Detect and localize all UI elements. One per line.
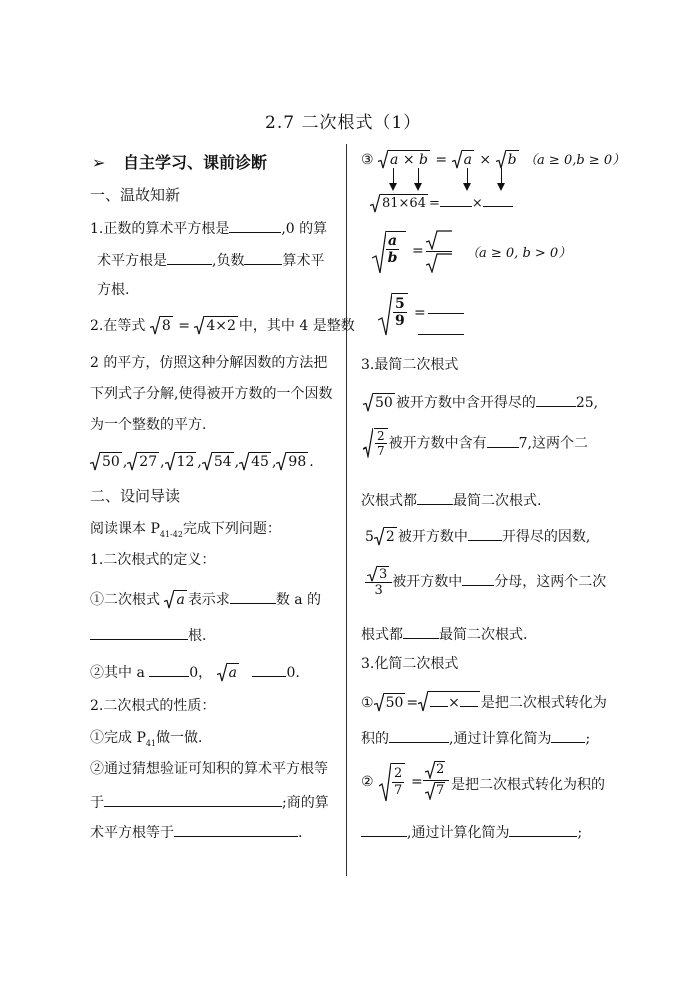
down-arrow-icon	[418, 168, 419, 184]
down-arrow-icon	[467, 168, 468, 184]
q1-line1: 1.正数的算术平方根是 ,0 的算	[90, 218, 327, 238]
prop-heading: 2.二次根式的性质：	[90, 698, 216, 714]
section-heading: ➢ 自主学习、课前诊断	[92, 153, 267, 172]
radical-item: 98	[276, 452, 308, 471]
rule3-example: 81×64 = ×	[370, 192, 513, 213]
radical-item: 54	[202, 452, 234, 471]
simplify-heading: 3.化简二次根式	[361, 656, 459, 672]
def2-line: ②其中 a 0， a 0.	[90, 662, 300, 682]
q1-line3: 方根.	[97, 282, 130, 298]
simplest-heading: 3.最简二次根式	[361, 357, 459, 373]
q2-line2: 2 的平方，仿照这种分解因数的方法把	[90, 355, 328, 371]
simplify-line1: ① 50 = × 是把二次根式转化为	[361, 691, 607, 712]
radical-item: 50	[90, 452, 122, 471]
radical-item: 27	[127, 452, 159, 471]
column-divider	[346, 144, 347, 876]
q2-line1: 2.在等式 8 = 4×2 中，其中 4 是整数	[90, 318, 355, 334]
radical-item: 12	[165, 452, 197, 471]
down-arrow-icon	[501, 168, 502, 184]
q1-line2: 术平方根是 ,负数 算术平	[97, 250, 324, 270]
part2-heading: 二、设问导读	[90, 487, 181, 505]
rule3-formula: ③ a × b = a × b （a ≥ 0,b ≥ 0）	[361, 152, 626, 168]
arrow-bullet-icon: ➢	[92, 153, 106, 172]
radical-item: 45	[239, 452, 271, 471]
part1-heading: 一、温故知新	[90, 186, 181, 204]
simplify-line4: ,通过计算化简为 ;	[361, 822, 582, 842]
simplest-line2: $\frac{2}{7}$ 被开方数中含有 7,这两个二	[363, 428, 588, 458]
simplest-line4: 5 2 被开方数中 开得尽的因数,	[365, 526, 590, 546]
def1-line2: 根.	[90, 625, 206, 645]
simplest-line1: 50 被开方数中含开得尽的 25,	[363, 392, 598, 412]
simplest-line3: 次根式都 最简二次根式.	[361, 490, 541, 510]
page-title: 2.7 二次根式（1）	[265, 113, 422, 133]
def-heading: 1.二次根式的定义：	[90, 552, 216, 568]
radical-list: 50 , 27 , 12 , 54 , 45 , 98 .	[90, 452, 314, 471]
down-arrow-icon	[393, 168, 394, 184]
prop2-line2: 于 ;商的算	[90, 792, 329, 812]
prop1-line: ①完成 $P_{41}$做一做.	[90, 730, 203, 748]
def1-line1: ①二次根式 a 表示求 数 a 的	[90, 589, 321, 609]
q2-line3: 下列式子分解,使得被开方数的一个因数	[90, 386, 333, 402]
radical-sign-icon	[372, 230, 386, 274]
q2-line4: 为一个整数的平方.	[90, 417, 207, 433]
simplify-line2: 积的 ,通过计算化简为 ;	[361, 728, 590, 748]
prop2-line3: 术平方根等于 .	[90, 822, 302, 842]
simplest-line6: 根式都 最简二次根式.	[361, 624, 527, 644]
prop2-line1: ②通过猜想验证可知积的算术平方根等	[90, 761, 328, 777]
simplest-line5: $\frac{3}{3}$ 被开方数中 分母，这两个二次	[365, 566, 606, 598]
read-instruction: 阅读课本 $P_{41-42}$完成下列问题：	[90, 521, 281, 539]
